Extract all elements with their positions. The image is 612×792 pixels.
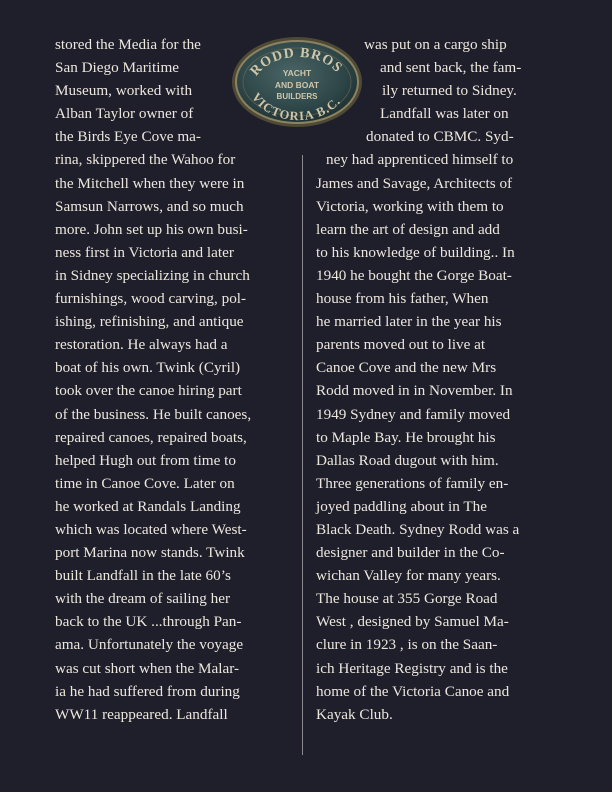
right-column-line: ney had apprenticed himself to <box>326 151 514 169</box>
right-column-line: Canoe Cove and the new Mrs <box>316 359 497 377</box>
right-column-line: ily returned to Sidney. <box>382 82 517 100</box>
left-column-line: of the business. He built canoes, <box>55 405 252 423</box>
right-column-line: parents moved out to live at <box>316 336 486 354</box>
text-column-left <box>55 33 295 726</box>
right-column-line: to his knowledge of building.. In <box>316 243 515 261</box>
plaque-line1: YACHT <box>282 68 312 78</box>
left-column-line: took over the canoe hiring part <box>55 382 242 400</box>
right-column-line: James and Savage, Architects of <box>316 174 513 192</box>
plaque-line3: BUILDERS <box>276 92 318 101</box>
plaque-line2: AND BOAT <box>274 80 320 90</box>
left-column-line: stored the Media for the <box>55 36 201 53</box>
right-column-line: he married later in the year his <box>316 313 502 331</box>
text-column-right <box>316 33 556 726</box>
left-column-line: ama. Unfortunately the voyage <box>55 636 244 654</box>
right-column-line: learn the art of design and add <box>316 220 500 238</box>
left-column-line: was cut short when the Malar- <box>55 659 239 677</box>
right-column-line: was put on a cargo ship <box>364 36 507 53</box>
right-column-line: joyed paddling about in The <box>316 497 487 515</box>
plaque-svg <box>230 35 364 129</box>
right-column-line: designer and builder in the Co- <box>316 544 505 562</box>
left-column-line: Museum, worked with <box>55 82 193 100</box>
left-column-line: ia he had suffered from during <box>55 682 240 700</box>
right-column-line: house from his father, When <box>316 290 489 308</box>
left-column-line: ness first in Victoria and later <box>55 243 234 261</box>
left-column-line: the Birds Eye Cove ma- <box>55 128 201 146</box>
column-divider <box>302 155 303 755</box>
right-column-line: donated to CBMC. Syd- <box>366 128 514 146</box>
right-column-line: Dallas Road dugout with him. <box>316 451 499 469</box>
right-column-line: West , designed by Samuel Ma- <box>316 613 509 631</box>
left-column-line: with the dream of sailing her <box>55 590 231 608</box>
right-column-line: 1949 Sydney and family moved <box>316 405 511 423</box>
left-column-line: repaired canoes, repaired boats, <box>55 428 247 446</box>
left-column-line: back to the UK ...through Pan- <box>55 613 242 631</box>
left-column-line: ishing, refinishing, and antique <box>55 313 244 331</box>
right-column-line: 1940 he bought the Gorge Boat- <box>316 266 512 284</box>
right-column-line: Three generations of family en- <box>316 474 509 492</box>
right-column-line: clure in 1923 , is on the Saan- <box>316 636 498 654</box>
right-column-line: Kayak Club. <box>316 705 393 723</box>
left-column-line: in Sidney specializing in church <box>55 266 250 284</box>
left-column-line: rina, skippered the Wahoo for <box>55 151 236 169</box>
left-column-line: he worked at Randals Landing <box>55 497 241 515</box>
left-column-line: the Mitchell when they were in <box>55 174 245 192</box>
left-column-line: port Marina now stands. Twink <box>55 544 245 562</box>
right-column-line: Black Death. Sydney Rodd was a <box>316 520 520 538</box>
left-column-line: Alban Taylor owner of <box>55 105 194 123</box>
left-column-line: furnishings, wood carving, pol- <box>55 290 247 308</box>
right-column-line: The house at 355 Gorge Road <box>316 590 498 608</box>
left-column-line: time in Canoe Cove. Later on <box>55 474 235 492</box>
right-column-line: ich Heritage Registry and is the <box>316 659 508 677</box>
left-column-line: boat of his own. Twink (Cyril) <box>55 359 241 377</box>
right-column-line: Landfall was later on <box>380 105 509 123</box>
plaque-top-text: RODD BROS <box>247 45 346 80</box>
left-column-line: which was located where West- <box>55 520 247 538</box>
right-column-line: wichan Valley for many years. <box>316 567 501 585</box>
left-column-line: restoration. He always had a <box>55 336 228 354</box>
right-column-line: Rodd moved in in November. In <box>316 382 513 400</box>
left-column-line: built Landfall in the late 60’s <box>55 567 231 585</box>
left-column-line: helped Hugh out from time to <box>55 451 236 469</box>
left-column-line: Samsun Narrows, and so much <box>55 197 244 215</box>
left-column-line: San Diego Maritime <box>55 59 180 77</box>
right-column-line: and sent back, the fam- <box>380 59 522 77</box>
left-column-line: WW11 reappeared. Landfall <box>55 705 228 723</box>
right-column-line: to Maple Bay. He brought his <box>316 428 496 446</box>
rodd-bros-plaque-image <box>230 35 364 129</box>
right-column-line: Victoria, working with them to <box>316 197 504 215</box>
plaque-bottom-text: VICTORIA B.C. <box>248 90 344 124</box>
left-column-line: more. John set up his own busi- <box>55 220 248 238</box>
right-column-line: home of the Victoria Canoe and <box>316 682 510 700</box>
